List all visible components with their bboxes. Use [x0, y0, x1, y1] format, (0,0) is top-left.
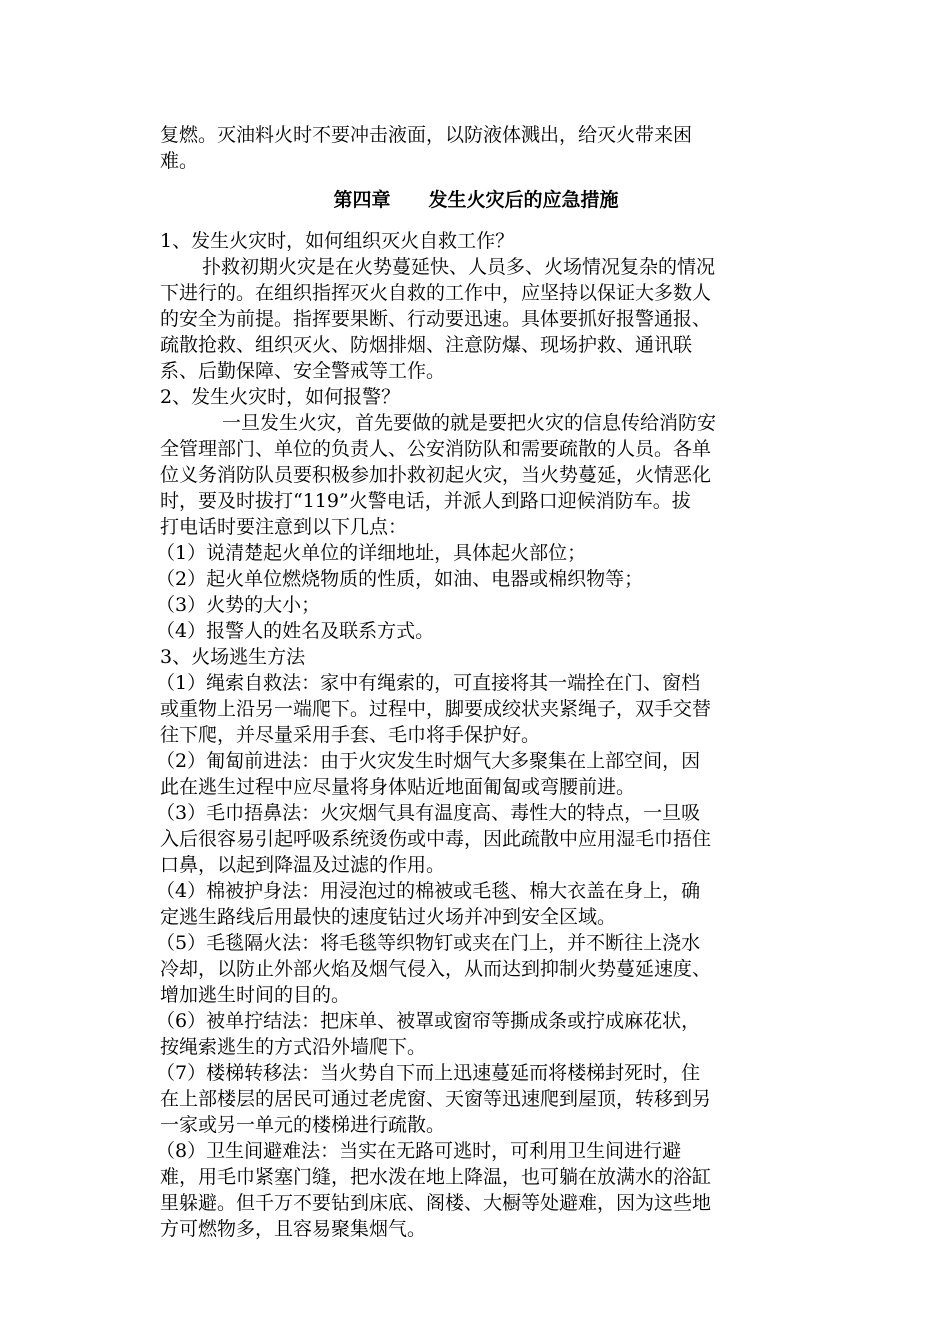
- paragraph-line: 难，用毛巾紧塞门缝，把水泼在地上降温，也可躺在放满水的浴缸: [160, 1166, 712, 1188]
- paragraph-line: 或重物上沿另一端爬下。过程中，脚要成绞状夹紧绳子，双手交替: [160, 698, 712, 720]
- paragraph-line: 扑救初期火灾是在火势蔓延快、人员多、火场情况复杂的情况: [202, 256, 716, 278]
- list-item: （4）棉被护身法：用浸泡过的棉被或毛毯、棉大衣盖在身上，确: [156, 880, 701, 902]
- paragraph-line: 时，要及时拔打“119”火警电话，并派人到路口迎候消防车。拔: [160, 490, 691, 512]
- paragraph-line: 按绳索逃生的方式沿外墙爬下。: [160, 1036, 427, 1058]
- paragraph-line: 位义务消防队员要积极参加扑救初起火灾，当火势蔓延，火情恶化: [160, 464, 712, 486]
- paragraph-line: 在上部楼层的居民可通过老虎窗、天窗等迅速爬到屋顶，转移到另: [160, 1088, 712, 1110]
- paragraph-line: 冷却，以防止外部火焰及烟气侵入，从而达到抑制火势蔓延速度、: [160, 958, 712, 980]
- paragraph-line: 难。: [160, 150, 199, 172]
- paragraph-line: 此在逃生过程中应尽量将身体贴近地面匍匐或弯腰前进。: [160, 776, 636, 798]
- paragraph-line: 定逃生路线后用最快的速度钻过火场并冲到安全区域。: [160, 906, 617, 928]
- list-item: （5）毛毯隔火法：将毛毯等织物钉或夹在门上，并不断往上浇水: [156, 932, 701, 954]
- paragraph-line: 入后很容易引起呼吸系统烫伤或中毒，因此疏散中应用湿毛巾捂住: [160, 828, 712, 850]
- list-item: （8）卫生间避难法：当实在无路可逃时，可利用卫生间进行避: [156, 1140, 682, 1162]
- paragraph-line: 打电话时要注意到以下几点：: [160, 516, 408, 538]
- paragraph-line: 疏散抢救、组织灭火、防烟排烟、注意防爆、现场护救、通讯联: [160, 334, 693, 356]
- paragraph-line: 口鼻，以起到降温及过滤的作用。: [160, 854, 446, 876]
- paragraph-line: 一家或另一单元的楼梯进行疏散。: [160, 1114, 446, 1136]
- paragraph-line: 下进行的。在组织指挥灭火自救的工作中，应坚持以保证大多数人: [160, 282, 712, 304]
- paragraph-line: 往下爬，并尽量采用手套、毛巾将手保护好。: [160, 724, 541, 746]
- paragraph-line: 增加逃生时间的目的。: [160, 984, 351, 1006]
- list-item: （1）绳索自救法：家中有绳索的，可直接将其一端拴在门、窗档: [156, 672, 701, 694]
- section-title: 3、火场逃生方法: [160, 646, 306, 668]
- paragraph-line: 复燃。灭油料火时不要冲击液面，以防液体溅出，给灭火带来困: [160, 124, 693, 146]
- list-item: （2）起火单位燃烧物质的性质，如油、电器或棉织物等；: [156, 568, 644, 590]
- list-item: （3）火势的大小；: [156, 594, 321, 616]
- paragraph-line: 里躲避。但千万不要钻到床底、阁楼、大橱等处避难，因为这些地: [160, 1192, 712, 1214]
- list-item: （2）匍匐前进法：由于火灾发生时烟气大多聚集在上部空间，因: [156, 750, 701, 772]
- paragraph-line: 全管理部门、单位的负责人、公安消防队和需要疏散的人员。各单: [160, 438, 712, 460]
- chapter-title: 第四章 发生火灾后的应急措施: [333, 189, 619, 211]
- paragraph-line: 的安全为前提。指挥要果断、行动要迅速。具体要抓好报警通报、: [160, 308, 712, 330]
- paragraph-line: 一旦发生火灾，首先要做的就是要把火灾的信息传给消防安: [222, 412, 717, 434]
- list-item: （3）毛巾捂鼻法：火灾烟气具有温度高、毒性大的特点，一旦吸: [156, 802, 701, 824]
- section-title: 1、发生火灾时，如何组织灭火自救工作？: [160, 230, 515, 252]
- list-item: （7）楼梯转移法：当火势自下而上迅速蔓延而将楼梯封死时，住: [156, 1062, 701, 1084]
- paragraph-line: 方可燃物多，且容易聚集烟气。: [160, 1218, 427, 1240]
- paragraph-line: 系、后勤保障、安全警戒等工作。: [160, 360, 446, 382]
- list-item: （4）报警人的姓名及联系方式。: [156, 620, 435, 642]
- list-item: （6）被单拧结法：把床单、被罩或窗帘等撕成条或拧成麻花状，: [156, 1010, 701, 1032]
- section-title: 2、发生火灾时，如何报警？: [160, 386, 401, 408]
- document-page: [156, 122, 792, 1242]
- list-item: （1）说清楚起火单位的详细地址，具体起火部位；: [156, 542, 587, 564]
